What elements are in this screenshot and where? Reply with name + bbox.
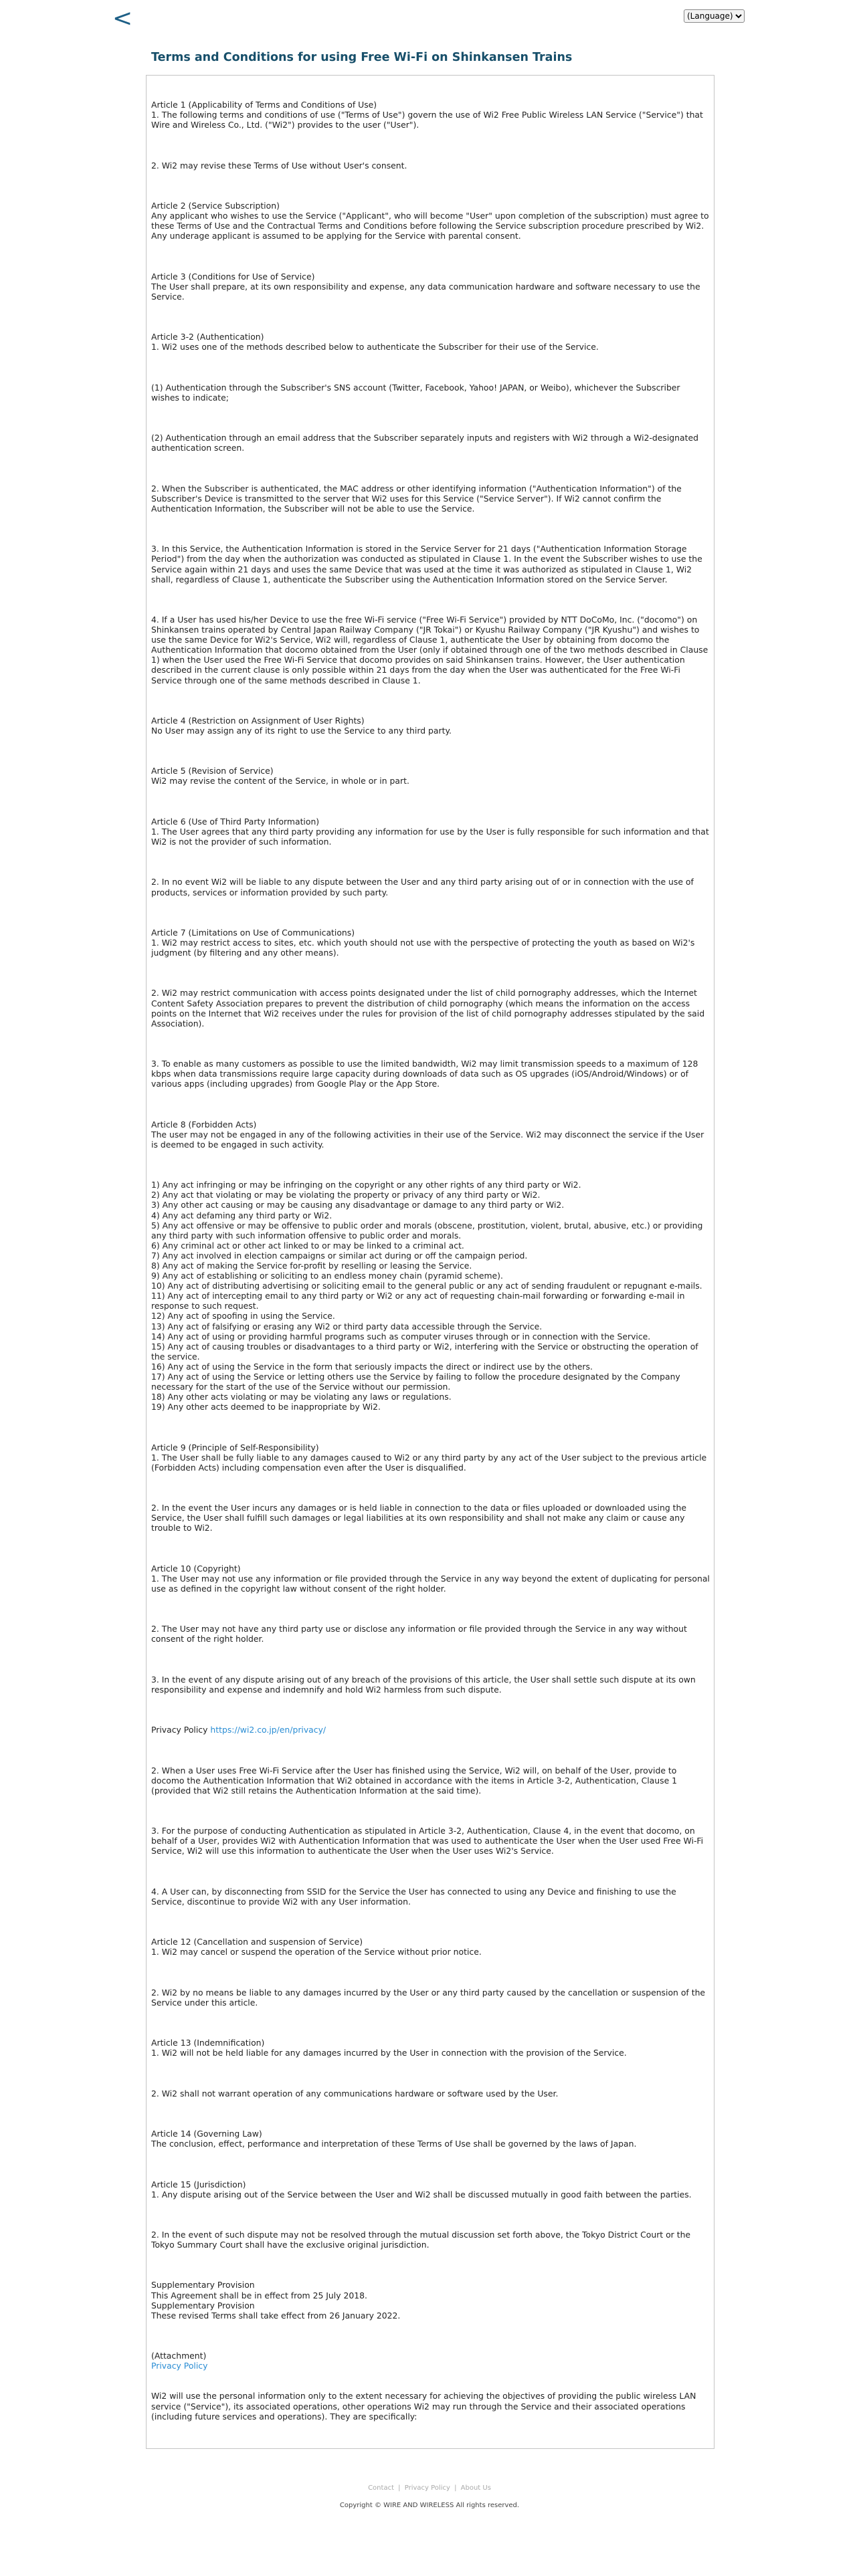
attachment-privacy-policy-link[interactable]: Privacy Policy xyxy=(151,2361,208,2371)
privacy-policy-label: Privacy Policy xyxy=(151,1725,211,1735)
terms-paragraph: 2. Wi2 shall not warrant operation of any communications hardware or software used by the User. xyxy=(151,2088,559,2099)
terms-paragraph: 2. Wi2 may restrict communication with access points designated under the list of child pornography addresses, which the Internet Content Safety Association prepares to prevent the distribution of child pornography (which means the information on the access points on the Internet that Wi2 receives under the rules for provision of the list of child pornography addresses stipulated by the said Association). xyxy=(151,988,708,1029)
terms-paragraph: Article 6 (Use of Third Party Information) 1. The User agrees that any third party providing any information for use by the User is fully responsible for such information and that Wi2 is not the provider of such information. xyxy=(151,816,709,847)
privacy-policy-url-link[interactable]: https://wi2.co.jp/en/privacy/ xyxy=(210,1725,326,1735)
terms-paragraph: 2. The User may not have any third party use or disclose any information or file provided through the Service in any way without consent of the right holder. xyxy=(151,1624,690,1644)
terms-paragraph: Supplementary Provision This Agreement shall be in effect from 25 July 2018. Supplementary Provision These revised Terms shall take effect from 26 January 2022. xyxy=(151,2280,401,2321)
terms-paragraph: 3. For the purpose of conducting Authentication as stipulated in Article 3-2, Authentication, Clause 4, in the event that docomo, on behalf of a User, provides Wi2 with Authentication Information that was used to authenticate the User when the User used Free Wi-Fi Service, Wi2 will use this information to authenticate the User when the User uses Wi2's Service. xyxy=(151,1826,706,1856)
back-arrow-icon[interactable]: < xyxy=(112,5,133,32)
terms-paragraph: Article 10 (Copyright) 1. The User may not use any information or file provided through the Service in any way beyond the extent of duplicating for personal use as defined in the copyright law without consent of the right holder. xyxy=(151,1563,710,1594)
terms-paragraph: 3. To enable as many customers as possible to use the limited bandwidth, Wi2 may limit transmission speeds to a maximum of 128 kbps when data transmissions require large capacity during downloads of data such as OS upgrades (iOS/Android/Windows) or of various apps (including upgrades) from Google Play or the App Store. xyxy=(151,1059,701,1089)
attachment-label: (Attachment) xyxy=(151,2351,207,2361)
terms-paragraph: Article 14 (Governing Law) The conclusion, effect, performance and interpretation of these Terms of Use shall be governed by the laws of Japan. xyxy=(151,2129,637,2149)
attachment-block xyxy=(151,2351,710,2371)
terms-paragraph: Article 9 (Principle of Self-Responsibility) 1. The User shall be fully liable to any damages caused to Wi2 or any third party by any act of the User subject to the previous article (Forbidden Acts) including compensation even after the User is disqualified. xyxy=(151,1442,707,1473)
terms-paragraph: Article 8 (Forbidden Acts) The user may not be engaged in any of the following activities in their use of the Service. Wi2 may disconnect the service if the User is deemed to be engaged in such activity. xyxy=(151,1119,704,1150)
terms-paragraph: Article 12 (Cancellation and suspension of Service) 1. Wi2 may cancel or suspend the operation of the Service without prior notice. xyxy=(151,1937,482,1957)
language-select[interactable] xyxy=(684,9,745,23)
terms-paragraph: 2. When a User uses Free Wi-Fi Service after the User has finished using the Service, Wi2 will, on behalf of the User, provide to docomo the Authentication Information that Wi2 obtained in accordance with the items in Article 3-2, Authentication, Clause 1 (provided that Wi2 still retains the Authentication Information at the said time). xyxy=(151,1765,680,1796)
copyright-text: Copyright © WIRE AND WIRELESS All rights reserved. xyxy=(339,2502,520,2509)
terms-content xyxy=(151,80,710,2449)
terms-paragraph: Article 1 (Applicability of Terms and Conditions of Use) 1. The following terms and conditions of use ("Terms of Use") govern the use of Wi2 Free Public Wireless LAN Service ("Service") that Wire and Wireless Co., Ltd. ("Wi2") provides to the user ("User"). xyxy=(151,100,703,130)
terms-paragraph: Article 13 (Indemnification) 1. Wi2 will not be held liable for any damages incurred by the User in connection with the provision of the Service. xyxy=(151,2038,627,2058)
terms-paragraph: 2. When the Subscriber is authenticated, the MAC address or other identifying information ("Authentication Information") of the Subscriber's Device is transmitted to the server that Wi2 uses for this Service ("Service Server"). If Wi2 cannot confirm the Authentication Information, the Subscriber will not be able to use the Service. xyxy=(151,483,684,514)
footer-links xyxy=(0,2484,859,2492)
terms-paragraph: Article 3-2 (Authentication) 1. Wi2 uses one of the methods described below to authenticate the Subscriber for their use of the Service. xyxy=(151,332,599,352)
privacy-policy-line xyxy=(151,1725,710,1735)
terms-paragraph: 2. In the event of such dispute may not be resolved through the mutual discussion set forth above, the Tokyo District Court or the Tokyo Summary Court shall have the exclusive original jurisdiction. xyxy=(151,2229,693,2250)
terms-paragraph: Article 15 (Jurisdiction) 1. Any dispute arising out of the Service between the User and Wi2 shall be discussed mutually in good faith between the parties. xyxy=(151,2179,692,2199)
terms-paragraph: 2. In no event Wi2 will be liable to any dispute between the User and any third party arising out of or in connection with the use of products, services or information provided by such party. xyxy=(151,877,696,897)
terms-paragraph: 2. In the event the User incurs any damages or is held liable in connection to the data or files uploaded or downloaded using the Service, the User shall fulfill such damages or legal liabilities at its own responsibility and shall not make any claim or cause any trouble to Wi2. xyxy=(151,1503,689,1533)
terms-paragraph: Article 2 (Service Subscription) Any applicant who wishes to use the Service ("Applicant", who will become "User" upon completion of the subscription) must agree to these Terms of Use and the Contractual Terms and Conditions before following the Service subscription procedure prescribed by Wi2. Any underage applicant is assumed to be applying for the Service with parental consent. xyxy=(151,201,709,241)
terms-paragraph: Wi2 will use the personal information only to the extent necessary for achieving the objectives of providing the public wireless LAN service ("Service"), its associated operations, other operations Wi2 may run through the Service and their associated operations (including future services and operations). They are specifically: xyxy=(151,2391,699,2422)
terms-paragraph: (1) Authentication through the Subscriber's SNS account (Twitter, Facebook, Yahoo! JAPAN, or Weibo), whichever the Subscriber wishes to indicate; xyxy=(151,382,683,403)
terms-paragraph: 1) Any act infringing or may be infringing on the copyright or any other rights of any third party or Wi2. 2) Any act that violating or may be violating the property or privacy of any third party or Wi2. 3) Any other act causing or may be causing any disadvantage or damage to any third party or Wi2. 4) Any act defaming any third party or Wi2. 5) Any act offensive or may be offensive to public order and morals (obscene, prostitution, violent, brutal, abusive, etc.) or providing any third party with such information offensive to public order and morals. 6) Any criminal act or other act linked to or may be linked to a criminal act. 7) Any act involved in election campaigns or similar act during or off the campaign period. 8) Any act of making the Service for-profit by reselling or leasing the Service. 9) Any act of establishing or soliciting to an endless money chain (pyramid scheme). 10) Any act of distributing advertising or soliciting email to the general public or any act of sending fraudulent or repugnant e-mails. 11) Any act of intercepting email to any third party or Wi2 or any act of requesting chain-mail forwarding or forwarding e-mail in response to such request. 12) Any act of spoofing in using the Service. 13) Any act of falsifying or erasing any Wi2 or third party data accessible through the Service. 14) Any act of using or providing harmful programs such as computer viruses through or in connection with the Service. 15) Any act of causing troubles or disadvantages to a third party or Wi2, interfering with the Service or obstructing the operation of the service. 16) Any act of using the Service in the form that seriously impacts the direct or indirect use by the others. 17) Any act of using the Service or letting others use the Service by failing to follow the procedure designated by the Company necessary for the start of the use of the Service without our permission. 18) Any other acts violating or may be violating any laws or regulations. 19) Any other acts deemed to be inappropriate by Wi2. xyxy=(151,1180,703,1412)
terms-paragraph: Article 3 (Conditions for Use of Service) The User shall prepare, at its own responsibility and expense, any data communication hardware and software necessary to use the Service. xyxy=(151,271,700,302)
footer-separator: | xyxy=(454,2484,457,2492)
footer-contact-link[interactable]: Contact xyxy=(368,2484,394,2492)
footer-privacy-link[interactable]: Privacy Policy xyxy=(404,2484,450,2492)
terms-paragraph: Article 7 (Limitations on Use of Communications) 1. Wi2 may restrict access to sites, etc. which youth should not use with the perspective of protecting the youth as based on Wi2's judgment (by filtering and any other means). xyxy=(151,927,695,958)
terms-paragraph: 2. Wi2 by no means be liable to any damages incurred by the User or any third party caused by the cancellation or suspension of the Service under this article. xyxy=(151,1987,708,2008)
terms-paragraph: (2) Authentication through an email address that the Subscriber separately inputs and registers with Wi2 through a Wi2-designated authentication screen. xyxy=(151,433,701,453)
terms-paragraph: 3. In the event of any dispute arising out of any breach of the provisions of this article, the User shall settle such dispute at its own responsibility and expense and indemnify and hold Wi2 harmless from such dispute. xyxy=(151,1674,698,1695)
footer-separator: | xyxy=(398,2484,401,2492)
terms-textbox[interactable] xyxy=(146,75,714,2449)
terms-paragraph: 4. A User can, by disconnecting from SSID for the Service the User has connected to using any Device and finishing to use the Service, discontinue to provide Wi2 with any User information. xyxy=(151,1886,679,1907)
footer-about-link[interactable]: About Us xyxy=(460,2484,491,2492)
terms-paragraph: 4. If a User has used his/her Device to use the free Wi-Fi service ("Free Wi-Fi Service") provided by NTT DoCoMo, Inc. ("docomo") on Shinkansen trains operated by Central Japan Railway Company ("JR Tokai") or Kyushu Railway Company ("JR Kyushu") and wishes to use the same Device for Wi2's Service, Wi2 will, regardless of Clause 1, authenticate the User by obtaining from docomo the Authentication Information that docomo obtained from the User (only if obtained through one of the two methods described in Clause 1) when the User used the Free Wi-Fi Service that docomo provides on said Shinkansen trains. However, the User authentication described in the current clause is only possible within 21 days from the day when the User was authenticated for the Free Wi-Fi Service through one of the same methods described in Clause 1. xyxy=(151,614,711,685)
terms-paragraph: 2. Wi2 may revise these Terms of Use without User's consent. xyxy=(151,160,407,171)
terms-paragraph: Article 4 (Restriction on Assignment of User Rights) No User may assign any of its right to use the Service to any third party. xyxy=(151,715,452,736)
page-title: Terms and Conditions for using Free Wi-Fi on Shinkansen Trains xyxy=(151,51,573,64)
terms-paragraph: Article 5 (Revision of Service) Wi2 may revise the content of the Service, in whole or in part. xyxy=(151,766,409,786)
terms-paragraph: 3. In this Service, the Authentication Information is stored in the Service Server for 21 days ("Authentication Information Storage Period") from the day when the authorization was conducted as stipulated in Clause 1. In the event the Subscriber wishes to use the Service again within 21 days and uses the same Device that was used at the time it was authorized as stipulated in Clause 1, Wi2 shall, regardless of Clause 1, authenticate the Subscriber using the Authentication Information stored on the Service Server. xyxy=(151,544,705,584)
